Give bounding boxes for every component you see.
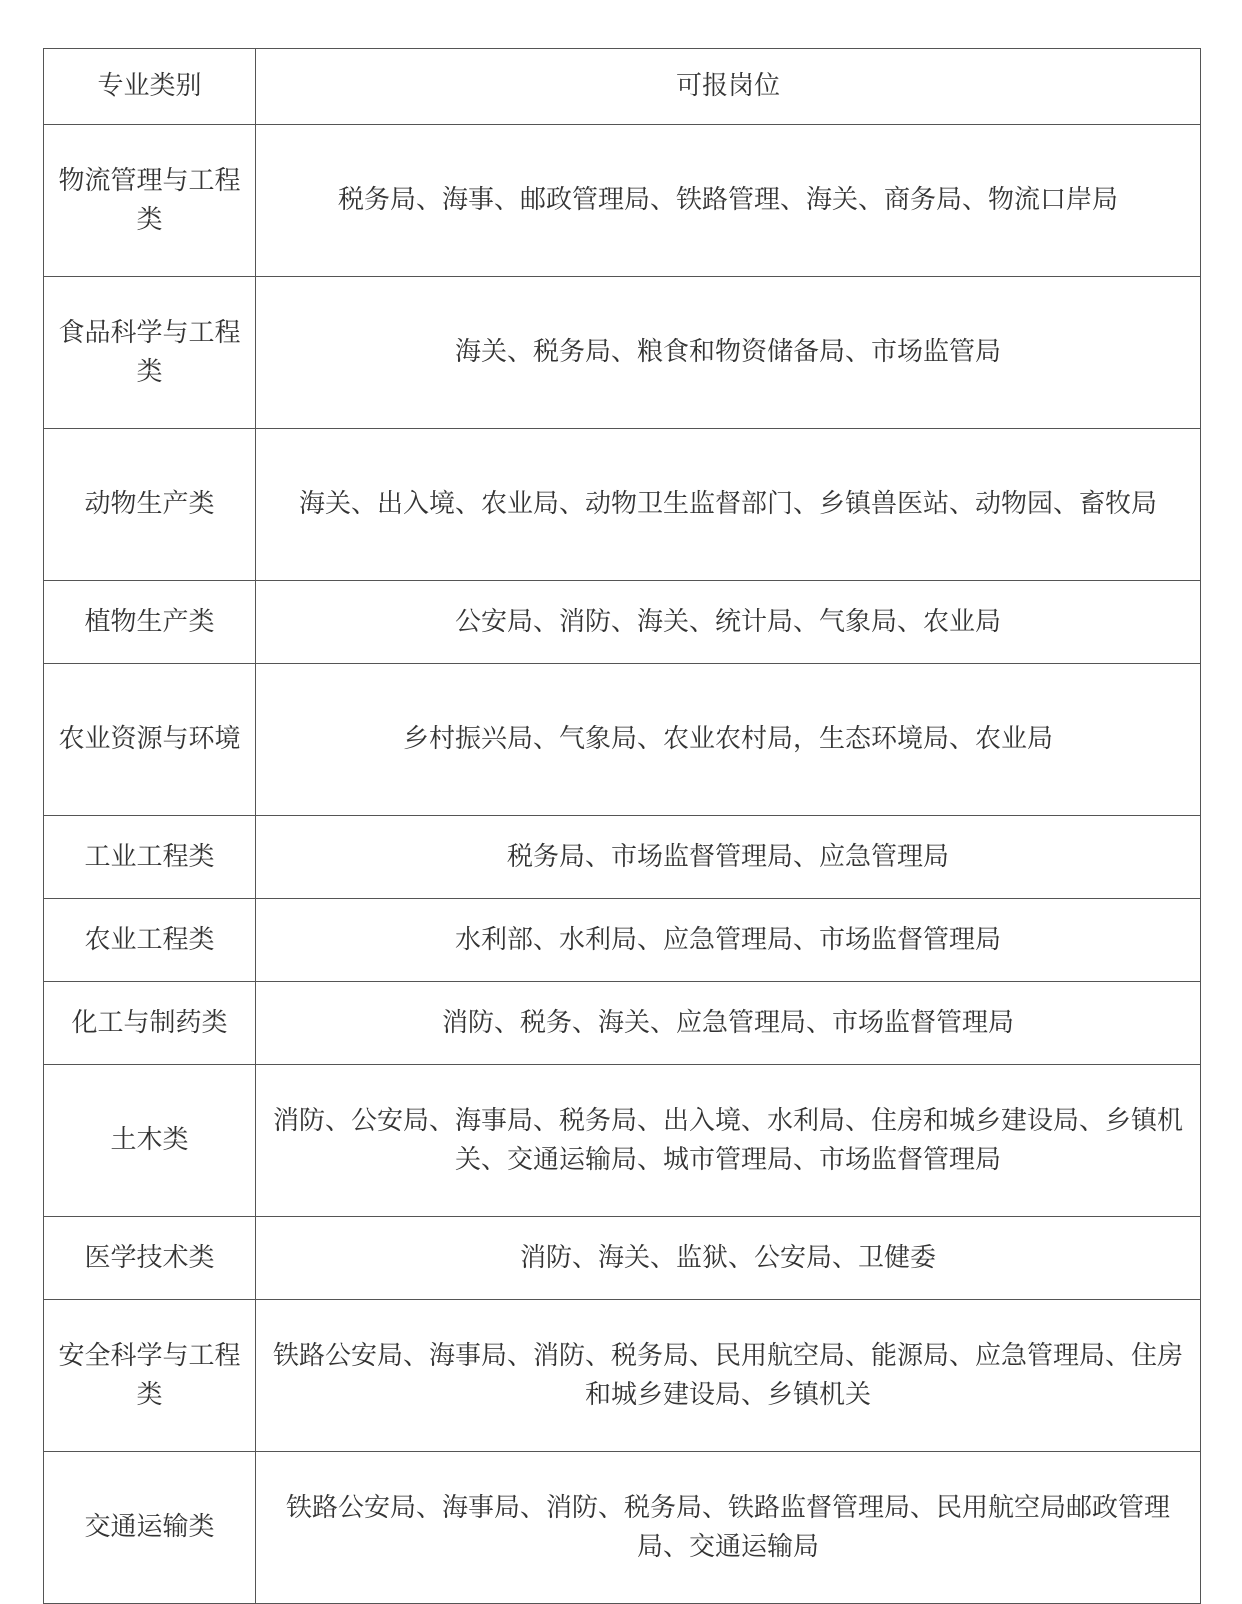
category-cell: 安全科学与工程类	[44, 1300, 256, 1452]
table-row	[44, 581, 1201, 664]
table-row	[44, 816, 1201, 899]
table-row	[44, 1065, 1201, 1217]
table-row	[44, 125, 1201, 277]
category-cell: 医学技术类	[44, 1217, 256, 1300]
table-row	[44, 1452, 1201, 1604]
positions-cell: 水利部、水利局、应急管理局、市场监督管理局	[256, 899, 1201, 982]
category-cell: 化工与制药类	[44, 982, 256, 1065]
category-cell: 农业资源与环境	[44, 664, 256, 816]
table-row	[44, 429, 1201, 581]
positions-cell: 税务局、市场监督管理局、应急管理局	[256, 816, 1201, 899]
table-header-row	[44, 49, 1201, 125]
table-row	[44, 277, 1201, 429]
job-positions-table	[43, 48, 1201, 1604]
category-cell: 工业工程类	[44, 816, 256, 899]
table-row	[44, 982, 1201, 1065]
header-category: 专业类别	[44, 49, 256, 125]
positions-cell: 消防、海关、监狱、公安局、卫健委	[256, 1217, 1201, 1300]
category-cell: 物流管理与工程类	[44, 125, 256, 277]
category-cell: 交通运输类	[44, 1452, 256, 1604]
positions-cell: 海关、税务局、粮食和物资储备局、市场监管局	[256, 277, 1201, 429]
positions-cell: 消防、税务、海关、应急管理局、市场监督管理局	[256, 982, 1201, 1065]
table-row	[44, 899, 1201, 982]
category-cell: 动物生产类	[44, 429, 256, 581]
positions-cell: 税务局、海事、邮政管理局、铁路管理、海关、商务局、物流口岸局	[256, 125, 1201, 277]
category-cell: 植物生产类	[44, 581, 256, 664]
positions-cell: 消防、公安局、海事局、税务局、出入境、水利局、住房和城乡建设局、乡镇机关、交通运输局、城市管理局、市场监督管理局	[256, 1065, 1201, 1217]
positions-cell: 铁路公安局、海事局、消防、税务局、铁路监督管理局、民用航空局邮政管理局、交通运输局	[256, 1452, 1201, 1604]
category-cell: 农业工程类	[44, 899, 256, 982]
positions-cell: 铁路公安局、海事局、消防、税务局、民用航空局、能源局、应急管理局、住房和城乡建设局、乡镇机关	[256, 1300, 1201, 1452]
header-positions: 可报岗位	[256, 49, 1201, 125]
positions-cell: 乡村振兴局、气象局、农业农村局，生态环境局、农业局	[256, 664, 1201, 816]
category-cell: 土木类	[44, 1065, 256, 1217]
table-row	[44, 1217, 1201, 1300]
category-cell: 食品科学与工程类	[44, 277, 256, 429]
positions-cell: 公安局、消防、海关、统计局、气象局、农业局	[256, 581, 1201, 664]
table-row	[44, 664, 1201, 816]
table-row	[44, 1300, 1201, 1452]
positions-cell: 海关、出入境、农业局、动物卫生监督部门、乡镇兽医站、动物园、畜牧局	[256, 429, 1201, 581]
